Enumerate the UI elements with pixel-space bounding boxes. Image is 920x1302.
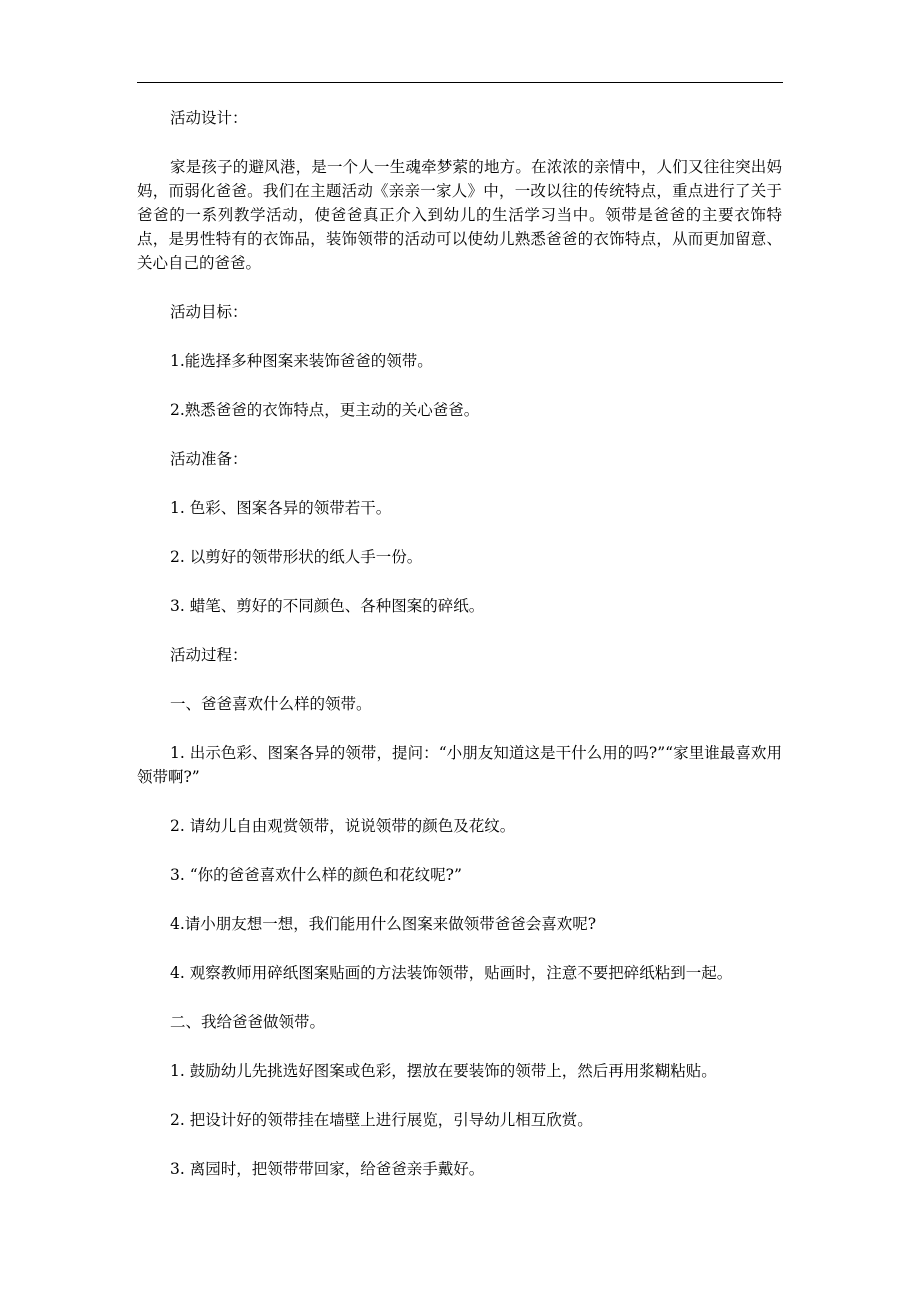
process-part2-item-2: 2. 把设计好的领带挂在墙壁上进行展览，引导幼儿相互欣赏。 — [170, 1111, 593, 1129]
document-body — [137, 106, 782, 1206]
goals-heading: 活动目标： — [170, 303, 248, 321]
process-heading: 活动过程： — [170, 646, 248, 664]
goal-item-2: 2.熟悉爸爸的衣饰特点，更主动的关心爸爸。 — [170, 401, 480, 419]
process-part1-item-3: 3. “你的爸爸喜欢什么样的颜色和花纹呢?” — [170, 866, 462, 884]
process-part1-item-2: 2. 请幼儿自由观赏领带，说说领带的颜色及花纹。 — [170, 817, 516, 835]
process-part2-item-1: 1. 鼓励幼儿先挑选好图案或色彩，摆放在要装饰的领带上，然后再用浆糊粘贴。 — [170, 1062, 717, 1080]
goal-item-1: 1.能选择多种图案来装饰爸爸的领带。 — [170, 352, 433, 370]
prep-heading: 活动准备： — [170, 450, 248, 468]
prep-item-3: 3. 蜡笔、剪好的不同颜色、各种图案的碎纸。 — [170, 597, 485, 615]
prep-item-2: 2. 以剪好的领带形状的纸人手一份。 — [170, 548, 423, 566]
process-part1-item-1: 1. 出示色彩、图案各异的领带，提问：“小朋友知道这是干什么用的吗?”“家里谁最喜欢用领带啊?” — [137, 744, 782, 786]
process-part1-item-5: 4. 观察教师用碎纸图案贴画的方法装饰领带，贴画时，注意不要把碎纸粘到一起。 — [170, 964, 733, 982]
process-part2-item-3: 3. 离园时，把领带带回家，给爸爸亲手戴好。 — [170, 1160, 485, 1178]
process-part1-title: 一、爸爸喜欢什么样的领带。 — [170, 695, 372, 713]
prep-item-1: 1. 色彩、图案各异的领带若干。 — [170, 499, 392, 517]
header-rule — [137, 82, 783, 83]
process-part1-item-4: 4.请小朋友想一想，我们能用什么图案来做领带爸爸会喜欢呢? — [170, 915, 597, 933]
design-paragraph: 家是孩子的避风港，是一个人一生魂牵梦萦的地方。在浓浓的亲情中，人们又往往突出妈妈，而弱化爸爸。我们在主题活动《亲亲一家人》中，一改以往的传统特点，重点进行了关于爸爸的一系列教学活动，使爸爸真正介入到幼儿的生活学习当中。领带是爸爸的主要衣饰特点，是男性特有的衣饰品，装饰领带的活动可以使幼儿熟悉爸爸的衣饰特点，从而更加留意、关心自己的爸爸。 — [137, 158, 782, 272]
process-part2-title: 二、我给爸爸做领带。 — [170, 1013, 326, 1031]
design-heading: 活动设计： — [170, 109, 248, 127]
